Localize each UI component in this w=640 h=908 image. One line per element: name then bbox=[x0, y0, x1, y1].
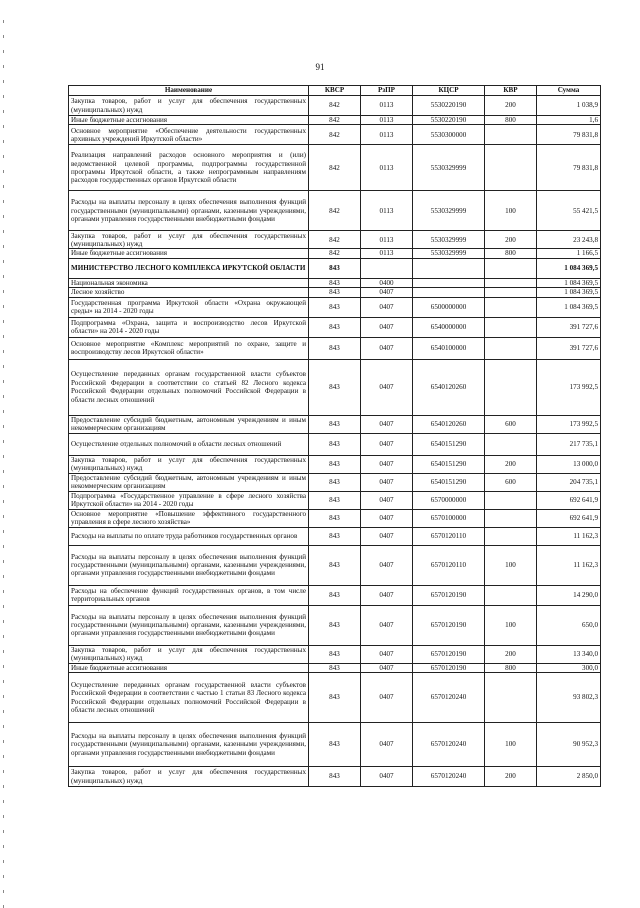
cell-rzpr: 0407 bbox=[361, 359, 413, 415]
cell-kvsr: 843 bbox=[309, 278, 361, 287]
table-row bbox=[69, 317, 601, 337]
table-row bbox=[69, 473, 601, 491]
cell-sum: 13 000,0 bbox=[537, 455, 601, 473]
cell-sum: 1 084 369,5 bbox=[537, 297, 601, 317]
cell-kvsr: 842 bbox=[309, 96, 361, 116]
margin-tick bbox=[3, 545, 4, 548]
cell-kcsr bbox=[413, 288, 485, 297]
cell-kvsr: 843 bbox=[309, 473, 361, 491]
cell-kvr: 800 bbox=[485, 116, 537, 125]
cell-name: Государственная программа Иркутской области «Охрана окружающей среды» на 2014 - 2020 годы bbox=[69, 297, 309, 317]
margin-tick bbox=[3, 890, 4, 893]
cell-sum: 204 735,1 bbox=[537, 473, 601, 491]
table-row bbox=[69, 415, 601, 433]
cell-kvr bbox=[485, 317, 537, 337]
margin-tick bbox=[3, 560, 4, 563]
cell-name: Расходы на выплаты персоналу в целях обеспечения выполнения функций государственными (муниципальными) органами, казенными учреждениями, органами управления государственными внебюджетными фондами bbox=[69, 723, 309, 767]
margin-tick bbox=[3, 485, 4, 488]
cell-sum: 79 831,8 bbox=[537, 145, 601, 191]
cell-kcsr: 6570120110 bbox=[413, 527, 485, 545]
cell-kcsr: 6540151290 bbox=[413, 433, 485, 455]
margin-tick bbox=[3, 590, 4, 593]
cell-kcsr: 6540151290 bbox=[413, 473, 485, 491]
cell-kvr bbox=[485, 145, 537, 191]
cell-name: Основное мероприятие «Обеспечение деятельности государственных архивных учреждений Иркутской области» bbox=[69, 125, 309, 145]
header-kcsr: КЦСР bbox=[413, 86, 485, 96]
cell-sum: 217 735,1 bbox=[537, 433, 601, 455]
margin-tick bbox=[3, 620, 4, 623]
table-row bbox=[69, 455, 601, 473]
cell-rzpr: 0407 bbox=[361, 455, 413, 473]
margin-tick bbox=[3, 665, 4, 668]
cell-kvr bbox=[485, 433, 537, 455]
cell-kvr: 800 bbox=[485, 249, 537, 258]
cell-sum: 1 084 369,5 bbox=[537, 288, 601, 297]
cell-name: Закупка товаров, работ и услуг для обеспечения государственных (муниципальных) нужд bbox=[69, 645, 309, 663]
cell-kvsr: 843 bbox=[309, 527, 361, 545]
cell-sum: 1 084 369,5 bbox=[537, 278, 601, 287]
cell-kcsr: 5530329999 bbox=[413, 249, 485, 258]
cell-rzpr: 0407 bbox=[361, 585, 413, 605]
margin-tick bbox=[3, 425, 4, 428]
cell-kcsr: 6540120260 bbox=[413, 359, 485, 415]
cell-rzpr: 0407 bbox=[361, 723, 413, 767]
cell-kvr bbox=[485, 673, 537, 723]
cell-kvsr: 842 bbox=[309, 191, 361, 231]
margin-tick bbox=[3, 680, 4, 683]
cell-kvr: 200 bbox=[485, 96, 537, 116]
cell-name: Подпрограмма «Охрана, защита и воспроизводство лесов Иркутской области» на 2014 - 2020 годы bbox=[69, 317, 309, 337]
margin-tick bbox=[3, 410, 4, 413]
cell-sum: 90 952,3 bbox=[537, 723, 601, 767]
cell-sum: 55 421,5 bbox=[537, 191, 601, 231]
cell-kvsr: 843 bbox=[309, 491, 361, 509]
margin-tick bbox=[3, 785, 4, 788]
cell-kcsr: 6540120260 bbox=[413, 415, 485, 433]
cell-sum: 23 243,8 bbox=[537, 231, 601, 249]
margin-tick bbox=[3, 575, 4, 578]
cell-sum: 300,0 bbox=[537, 663, 601, 672]
cell-kcsr: 6570120190 bbox=[413, 645, 485, 663]
table-row bbox=[69, 337, 601, 359]
cell-name: Иные бюджетные ассигнования bbox=[69, 116, 309, 125]
table-header-row bbox=[69, 86, 601, 96]
cell-kcsr bbox=[413, 258, 485, 278]
cell-kcsr: 6570120240 bbox=[413, 723, 485, 767]
cell-rzpr: 0407 bbox=[361, 663, 413, 672]
margin-tick bbox=[3, 815, 4, 818]
margin-tick bbox=[3, 290, 4, 293]
cell-rzpr: 0407 bbox=[361, 433, 413, 455]
cell-rzpr: 0407 bbox=[361, 317, 413, 337]
cell-rzpr: 0407 bbox=[361, 288, 413, 297]
margin-tick bbox=[3, 395, 4, 398]
left-margin-marks bbox=[3, 0, 5, 905]
cell-sum: 173 992,5 bbox=[537, 415, 601, 433]
cell-kcsr: 6570120190 bbox=[413, 605, 485, 645]
cell-kcsr: 6570120240 bbox=[413, 673, 485, 723]
margin-tick bbox=[3, 515, 4, 518]
cell-name: Подпрограмма «Государственное управление в сфере лесного хозяйства Иркутской области» на 2014 - 2020 годы bbox=[69, 491, 309, 509]
cell-kvsr: 843 bbox=[309, 723, 361, 767]
cell-sum: 14 290,0 bbox=[537, 585, 601, 605]
margin-tick bbox=[3, 725, 4, 728]
cell-name: Расходы на выплаты персоналу в целях обеспечения выполнения функций государственными (муниципальными) органами, казенными учреждениями, органами управления государственными внебюджетными фондами bbox=[69, 545, 309, 585]
cell-rzpr: 0400 bbox=[361, 278, 413, 287]
table-row bbox=[69, 673, 601, 723]
cell-kvr bbox=[485, 278, 537, 287]
cell-name: Лесное хозяйство bbox=[69, 288, 309, 297]
cell-kvr bbox=[485, 359, 537, 415]
margin-tick bbox=[3, 20, 4, 23]
cell-sum: 2 850,0 bbox=[537, 767, 601, 787]
table-row bbox=[69, 527, 601, 545]
cell-sum: 79 831,8 bbox=[537, 125, 601, 145]
cell-kcsr: 6570120190 bbox=[413, 663, 485, 672]
table-row bbox=[69, 278, 601, 287]
cell-name: МИНИСТЕРСТВО ЛЕСНОГО КОМПЛЕКСА ИРКУТСКОЙ ОБЛАСТИ bbox=[69, 258, 309, 278]
cell-kvsr: 842 bbox=[309, 116, 361, 125]
cell-kcsr: 6570120190 bbox=[413, 585, 485, 605]
cell-name: Осуществление переданных органам государственной власти субъектов Российской Федерации в соответствии со статьей 82 Лесного кодекса Российской Федерации отдельных полномочий Российской Федерации в области лесных отношений bbox=[69, 359, 309, 415]
cell-sum: 13 340,0 bbox=[537, 645, 601, 663]
margin-tick bbox=[3, 770, 4, 773]
cell-name: Иные бюджетные ассигнования bbox=[69, 249, 309, 258]
header-kvsr: КВСР bbox=[309, 86, 361, 96]
margin-tick bbox=[3, 635, 4, 638]
cell-name: Предоставление субсидий бюджетным, автономным учреждениям и иным некоммерческим организациям bbox=[69, 415, 309, 433]
page-number: 91 bbox=[315, 62, 325, 72]
cell-kcsr: 6540100000 bbox=[413, 337, 485, 359]
table-row bbox=[69, 145, 601, 191]
cell-kvsr: 842 bbox=[309, 145, 361, 191]
margin-tick bbox=[3, 275, 4, 278]
margin-tick bbox=[3, 260, 4, 263]
cell-kcsr: 6540000000 bbox=[413, 317, 485, 337]
table-row bbox=[69, 491, 601, 509]
cell-kvsr: 843 bbox=[309, 545, 361, 585]
cell-kcsr: 6570120110 bbox=[413, 545, 485, 585]
cell-sum: 391 727,6 bbox=[537, 337, 601, 359]
table-row bbox=[69, 433, 601, 455]
cell-kvsr: 843 bbox=[309, 645, 361, 663]
cell-kcsr: 5530220190 bbox=[413, 96, 485, 116]
margin-tick bbox=[3, 95, 4, 98]
cell-name: Осуществление переданных органам государственной власти субъектов Российской Федерации в соответствии с частью 1 статьи 83 Лесного кодекса Российской Федерации отдельных полномочий Российской Федерации в области лесных отношений bbox=[69, 673, 309, 723]
table-row bbox=[69, 509, 601, 527]
cell-kcsr: 6570120240 bbox=[413, 767, 485, 787]
cell-kvsr: 843 bbox=[309, 337, 361, 359]
margin-tick bbox=[3, 335, 4, 338]
cell-kvsr: 843 bbox=[309, 673, 361, 723]
cell-kvsr: 843 bbox=[309, 297, 361, 317]
cell-name: Расходы на выплаты по оплате труда работников государственных органов bbox=[69, 527, 309, 545]
cell-kcsr: 5530220190 bbox=[413, 116, 485, 125]
cell-kvr bbox=[485, 527, 537, 545]
table-row bbox=[69, 545, 601, 585]
table-row bbox=[69, 116, 601, 125]
cell-sum: 1,6 bbox=[537, 116, 601, 125]
cell-kcsr: 6570100000 bbox=[413, 509, 485, 527]
margin-tick bbox=[3, 365, 4, 368]
cell-name: Закупка товаров, работ и услуг для обеспечения государственных (муниципальных) нужд bbox=[69, 455, 309, 473]
cell-kvsr: 843 bbox=[309, 509, 361, 527]
budget-table bbox=[68, 85, 601, 787]
margin-tick bbox=[3, 740, 4, 743]
margin-tick bbox=[3, 200, 4, 203]
cell-name: Расходы на выплаты персоналу в целях обеспечения выполнения функций государственными (муниципальными) органами, казенными учреждениями, органами управления государственными внебюджетными фондами bbox=[69, 191, 309, 231]
cell-sum: 692 641,9 bbox=[537, 509, 601, 527]
table-row bbox=[69, 297, 601, 317]
cell-sum: 692 641,9 bbox=[537, 491, 601, 509]
header-rzpr: РзПР bbox=[361, 86, 413, 96]
margin-tick bbox=[3, 755, 4, 758]
cell-sum: 173 992,5 bbox=[537, 359, 601, 415]
cell-kvr: 200 bbox=[485, 767, 537, 787]
table-body bbox=[69, 96, 601, 787]
cell-sum: 11 162,3 bbox=[537, 527, 601, 545]
cell-kvr: 100 bbox=[485, 723, 537, 767]
margin-tick bbox=[3, 215, 4, 218]
margin-tick bbox=[3, 500, 4, 503]
cell-sum: 1 166,5 bbox=[537, 249, 601, 258]
margin-tick bbox=[3, 800, 4, 803]
margin-tick bbox=[3, 875, 4, 878]
table-row bbox=[69, 249, 601, 258]
header-sum: Сумма bbox=[537, 86, 601, 96]
margin-tick bbox=[3, 650, 4, 653]
cell-kvsr: 843 bbox=[309, 317, 361, 337]
cell-rzpr bbox=[361, 258, 413, 278]
margin-tick bbox=[3, 830, 4, 833]
table-row bbox=[69, 359, 601, 415]
cell-kvr bbox=[485, 288, 537, 297]
cell-sum: 1 084 369,5 bbox=[537, 258, 601, 278]
cell-name: Иные бюджетные ассигнования bbox=[69, 663, 309, 672]
cell-kvr bbox=[485, 509, 537, 527]
cell-kcsr: 6540151290 bbox=[413, 455, 485, 473]
cell-kcsr bbox=[413, 278, 485, 287]
cell-name: Реализация направлений расходов основного мероприятия и (или) ведомственной целевой программы, подпрограммы государственной программы Иркутской области, а также непрограммным направлениям расходов государственных органов Иркутской области bbox=[69, 145, 309, 191]
cell-name: Основное мероприятие «Повышение эффективного государственного управления в сфере лесного хозяйства» bbox=[69, 509, 309, 527]
table-row bbox=[69, 191, 601, 231]
cell-kvr bbox=[485, 297, 537, 317]
cell-kcsr: 5530300000 bbox=[413, 125, 485, 145]
margin-tick bbox=[3, 50, 4, 53]
cell-kvsr: 843 bbox=[309, 767, 361, 787]
margin-tick bbox=[3, 605, 4, 608]
cell-name: Закупка товаров, работ и услуг для обеспечения государственных (муниципальных) нужд bbox=[69, 96, 309, 116]
cell-rzpr: 0113 bbox=[361, 191, 413, 231]
cell-name: Осуществление отдельных полномочий в области лесных отношений bbox=[69, 433, 309, 455]
cell-rzpr: 0407 bbox=[361, 491, 413, 509]
table-row bbox=[69, 258, 601, 278]
margin-tick bbox=[3, 695, 4, 698]
cell-kvsr: 843 bbox=[309, 585, 361, 605]
cell-kvr bbox=[485, 258, 537, 278]
margin-tick bbox=[3, 305, 4, 308]
cell-kvr: 200 bbox=[485, 645, 537, 663]
header-name: Наименование bbox=[69, 86, 309, 96]
cell-name: Предоставление субсидий бюджетным, автономным учреждениям и иным некоммерческим организациям bbox=[69, 473, 309, 491]
table-row bbox=[69, 663, 601, 672]
cell-rzpr: 0113 bbox=[361, 116, 413, 125]
margin-tick bbox=[3, 185, 4, 188]
table-row bbox=[69, 645, 601, 663]
cell-kvr: 200 bbox=[485, 455, 537, 473]
cell-sum: 650,0 bbox=[537, 605, 601, 645]
cell-rzpr: 0407 bbox=[361, 527, 413, 545]
cell-rzpr: 0407 bbox=[361, 415, 413, 433]
table-row bbox=[69, 605, 601, 645]
cell-name: Национальная экономика bbox=[69, 278, 309, 287]
cell-kvr: 100 bbox=[485, 545, 537, 585]
margin-tick bbox=[3, 845, 4, 848]
table-row bbox=[69, 96, 601, 116]
cell-rzpr: 0407 bbox=[361, 473, 413, 491]
cell-kcsr: 6570000000 bbox=[413, 491, 485, 509]
cell-rzpr: 0407 bbox=[361, 545, 413, 585]
margin-tick bbox=[3, 245, 4, 248]
cell-rzpr: 0113 bbox=[361, 125, 413, 145]
cell-kvsr: 842 bbox=[309, 125, 361, 145]
cell-rzpr: 0113 bbox=[361, 96, 413, 116]
margin-tick bbox=[3, 110, 4, 113]
margin-tick bbox=[3, 80, 4, 83]
table-row bbox=[69, 585, 601, 605]
cell-sum: 391 727,6 bbox=[537, 317, 601, 337]
margin-tick bbox=[3, 35, 4, 38]
cell-name: Закупка товаров, работ и услуг для обеспечения государственных (муниципальных) нужд bbox=[69, 231, 309, 249]
cell-name: Закупка товаров, работ и услуг для обеспечения государственных (муниципальных) нужд bbox=[69, 767, 309, 787]
margin-tick bbox=[3, 440, 4, 443]
cell-sum: 1 038,9 bbox=[537, 96, 601, 116]
table-row bbox=[69, 767, 601, 787]
cell-kvr bbox=[485, 125, 537, 145]
cell-rzpr: 0407 bbox=[361, 297, 413, 317]
margin-tick bbox=[3, 455, 4, 458]
margin-tick bbox=[3, 470, 4, 473]
cell-rzpr: 0407 bbox=[361, 673, 413, 723]
cell-kvsr: 843 bbox=[309, 288, 361, 297]
cell-kcsr: 5530329999 bbox=[413, 191, 485, 231]
cell-kvr: 100 bbox=[485, 191, 537, 231]
table-row bbox=[69, 125, 601, 145]
table-row bbox=[69, 723, 601, 767]
cell-sum: 11 162,3 bbox=[537, 545, 601, 585]
cell-kvsr: 843 bbox=[309, 415, 361, 433]
cell-kvr: 600 bbox=[485, 415, 537, 433]
cell-name: Расходы на выплаты персоналу в целях обеспечения выполнения функций государственными (муниципальными) органами, казенными учреждениями, органами управления государственными внебюджетными фондами bbox=[69, 605, 309, 645]
cell-rzpr: 0407 bbox=[361, 767, 413, 787]
cell-kcsr: 5530329999 bbox=[413, 145, 485, 191]
cell-kvsr: 843 bbox=[309, 258, 361, 278]
cell-rzpr: 0407 bbox=[361, 605, 413, 645]
cell-kcsr: 5530329999 bbox=[413, 231, 485, 249]
cell-rzpr: 0113 bbox=[361, 231, 413, 249]
cell-kvsr: 843 bbox=[309, 455, 361, 473]
cell-rzpr: 0407 bbox=[361, 509, 413, 527]
cell-rzpr: 0407 bbox=[361, 645, 413, 663]
table-row bbox=[69, 231, 601, 249]
cell-kvr bbox=[485, 585, 537, 605]
cell-kvsr: 843 bbox=[309, 359, 361, 415]
cell-kvr: 600 bbox=[485, 473, 537, 491]
cell-kvsr: 843 bbox=[309, 433, 361, 455]
margin-tick bbox=[3, 125, 4, 128]
cell-kvr bbox=[485, 337, 537, 359]
cell-kvsr: 843 bbox=[309, 663, 361, 672]
cell-name: Основное мероприятие «Комплекс мероприятий по охране, защите и воспроизводству лесов Иркутской области» bbox=[69, 337, 309, 359]
cell-kvsr: 843 bbox=[309, 605, 361, 645]
cell-kvsr: 842 bbox=[309, 249, 361, 258]
margin-tick bbox=[3, 860, 4, 863]
margin-tick bbox=[3, 155, 4, 158]
header-kvr: КВР bbox=[485, 86, 537, 96]
table-row bbox=[69, 288, 601, 297]
cell-kvr: 800 bbox=[485, 663, 537, 672]
cell-kvr: 200 bbox=[485, 231, 537, 249]
margin-tick bbox=[3, 380, 4, 383]
cell-kvr bbox=[485, 491, 537, 509]
margin-tick bbox=[3, 350, 4, 353]
margin-tick bbox=[3, 140, 4, 143]
margin-tick bbox=[3, 710, 4, 713]
margin-tick bbox=[3, 320, 4, 323]
cell-rzpr: 0113 bbox=[361, 249, 413, 258]
cell-rzpr: 0407 bbox=[361, 337, 413, 359]
margin-tick bbox=[3, 530, 4, 533]
cell-kvr: 100 bbox=[485, 605, 537, 645]
margin-tick bbox=[3, 170, 4, 173]
cell-sum: 93 802,3 bbox=[537, 673, 601, 723]
cell-name: Расходы на обеспечение функций государственных органов, в том числе территориальных органов bbox=[69, 585, 309, 605]
margin-tick bbox=[3, 230, 4, 233]
cell-rzpr: 0113 bbox=[361, 145, 413, 191]
cell-kcsr: 6500000000 bbox=[413, 297, 485, 317]
cell-kvsr: 842 bbox=[309, 231, 361, 249]
